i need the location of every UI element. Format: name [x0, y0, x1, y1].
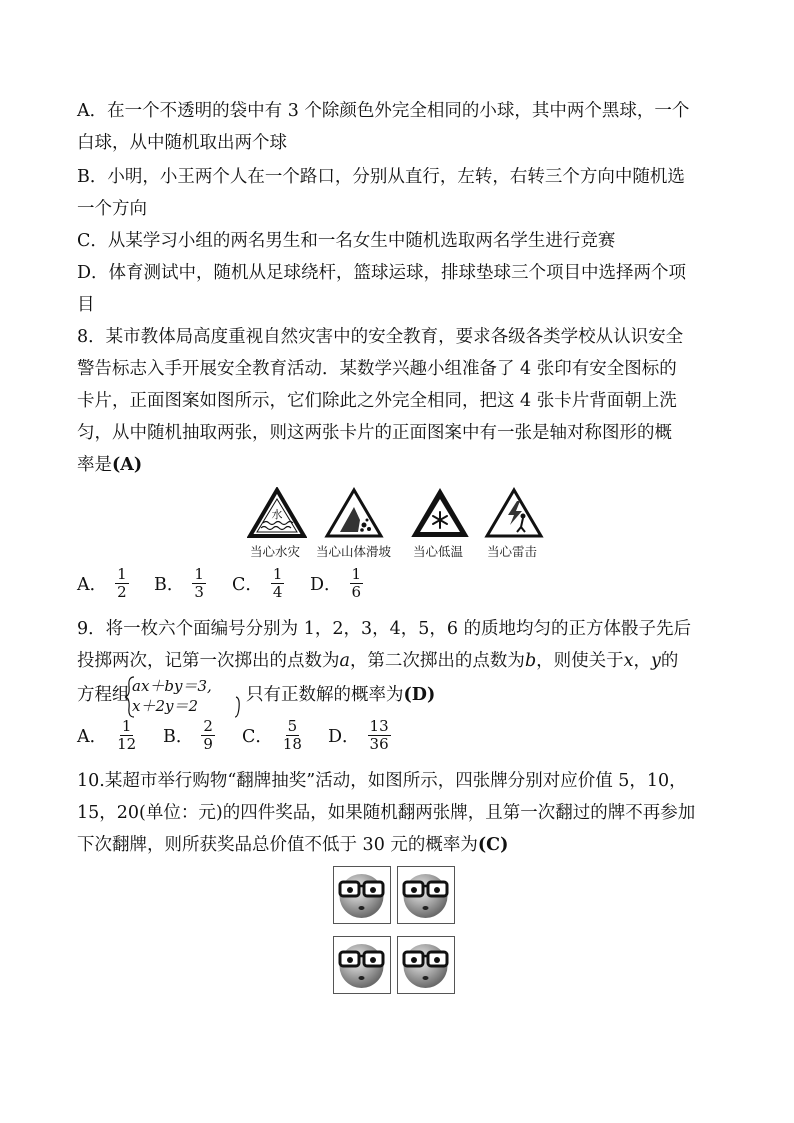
numerator: 2 [203, 717, 213, 735]
prize-card [397, 866, 455, 924]
numerator: 1 [272, 565, 283, 583]
var-b: b [524, 651, 537, 671]
denominator: 2 [117, 583, 127, 601]
denominator: 36 [369, 735, 389, 753]
right-brace-icon [234, 676, 246, 718]
option-a-line1: A．在一个不透明的袋中有 3 个除颜色外完全相同的小球，其中两个黑球，一个 [77, 101, 690, 121]
fraction [115, 566, 129, 601]
fraction [350, 566, 364, 601]
q8-line4: 匀，从中随机抽取两张，则这两张卡片的正面图案中有一张是轴对称图形的概 [77, 423, 672, 443]
q9-text: 投掷两次，记第一次掷出的点数为 [77, 651, 340, 671]
q9-option-a [77, 718, 140, 753]
q10-line3 [77, 834, 508, 856]
q8-line2: 警告标志入手开展安全教育活动．某数学兴趣小组准备了 4 张印有安全图标的 [77, 359, 677, 379]
q9-text: ，第二次掷出的点数为 [349, 651, 525, 671]
equation-system [132, 676, 212, 716]
q9-option-b [163, 718, 217, 753]
q9-line2 [77, 650, 678, 672]
q8-option-d [310, 566, 365, 601]
option-label: B． [154, 575, 185, 595]
q9-option-c [242, 718, 306, 753]
denominator: 9 [203, 735, 213, 753]
q9-text: ，则使关于 [536, 651, 624, 671]
glasses-face-icon [334, 867, 389, 922]
option-label: A． [77, 575, 108, 595]
prize-card [333, 866, 391, 924]
var-a: a [339, 651, 350, 671]
q8-line3: 卡片，正面图案如图所示，它们除此之外完全相同，把这 4 张卡片背面朝上洗 [77, 391, 677, 411]
q10-line2: 15，20(单位：元)的四件奖品，如果随机翻两张牌，且第一次翻过的牌不再参加 [77, 803, 696, 823]
caption-flood: 当心水灾 [250, 544, 301, 559]
landslide-icon [324, 487, 384, 539]
q8-line1: 8．某市教体局高度重视自然灾害中的安全教育，要求各级各类学校从认识安全 [77, 327, 684, 347]
option-b-line1: B．小明，小王两个人在一个路口，分别从直行，左转，右转三个方向中随机选 [77, 167, 685, 187]
prize-card [397, 936, 455, 994]
option-a-line2: 白球，从中随机取出两个球 [77, 133, 287, 153]
equation-1: ax＋by＝3, [132, 677, 212, 695]
numerator: 5 [287, 717, 298, 735]
lightning-icon [484, 487, 544, 539]
q9-text: 的 [660, 651, 679, 671]
var-x: x [623, 651, 634, 671]
option-label: C． [232, 575, 263, 595]
fraction [271, 566, 285, 601]
snowflake-icon [410, 487, 470, 539]
q8-stem-end: 率是 [77, 455, 112, 475]
q8-option-c [232, 566, 286, 601]
glasses-face-icon [398, 867, 453, 922]
q10-stem-end: 下次翻牌，则所获奖品总价值不低于 30 元的概率为 [77, 835, 478, 855]
glasses-face-icon [334, 937, 389, 992]
caption-low-temp: 当心低温 [413, 544, 464, 559]
fraction [201, 718, 215, 753]
option-d-line1: D．体育测试中，随机从足球绕杆，篮球运球，排球垫球三个项目中选择两个项 [77, 263, 687, 283]
q8-option-a [77, 566, 131, 601]
option-label: D． [310, 575, 342, 595]
q10-answer: (C) [477, 835, 509, 855]
fraction [281, 718, 304, 753]
q9-stem-end: 只有正数解的概率为 [246, 685, 404, 705]
option-d-line2: 目 [77, 295, 95, 315]
denominator: 6 [351, 583, 362, 601]
q8-line5 [77, 454, 142, 476]
denominator: 12 [117, 735, 137, 753]
fraction [115, 718, 138, 753]
numerator: 1 [351, 565, 362, 583]
q9-text: ， [633, 651, 652, 671]
option-c-line: C．从某学习小组的两名男生和一名女生中随机选取两名学生进行竞赛 [77, 231, 616, 251]
q9-system-prefix: 方程组 [77, 685, 130, 705]
q9-answer: (D) [403, 685, 436, 705]
prize-card [333, 936, 391, 994]
option-label: C． [242, 727, 273, 747]
numerator: 1 [121, 717, 132, 735]
denominator: 4 [272, 583, 283, 601]
q9-line3 [246, 684, 435, 706]
caption-lightning: 当心雷击 [487, 544, 538, 559]
denominator: 3 [194, 583, 204, 601]
caption-landslide: 当心山体滑坡 [316, 544, 392, 559]
glasses-face-icon [398, 937, 453, 992]
equation-2: x＋2y＝2 [132, 697, 199, 715]
numerator: 1 [117, 565, 127, 583]
fraction [368, 718, 391, 753]
q8-answer: (A) [112, 455, 143, 475]
q10-line1: 10.某超市举行购物“翻牌抽奖”活动，如图所示，四张牌分别对应价值 5，10， [77, 771, 687, 791]
option-b-line2: 一个方向 [77, 199, 147, 219]
fraction [192, 566, 206, 601]
svg-text:水: 水 [271, 508, 283, 521]
q9-line1: 9．将一枚六个面编号分别为 1，2，3，4，5，6 的质地均匀的正方体骰子先后 [77, 619, 692, 639]
q9-option-d [328, 718, 393, 753]
numerator: 1 [194, 565, 204, 583]
option-label: A． [77, 727, 108, 747]
option-label: D． [328, 727, 360, 747]
flood-icon [247, 487, 307, 539]
option-label: B． [163, 727, 194, 747]
denominator: 18 [282, 735, 302, 753]
numerator: 13 [369, 717, 389, 735]
var-y: y [651, 651, 661, 671]
q8-option-b [154, 566, 208, 601]
